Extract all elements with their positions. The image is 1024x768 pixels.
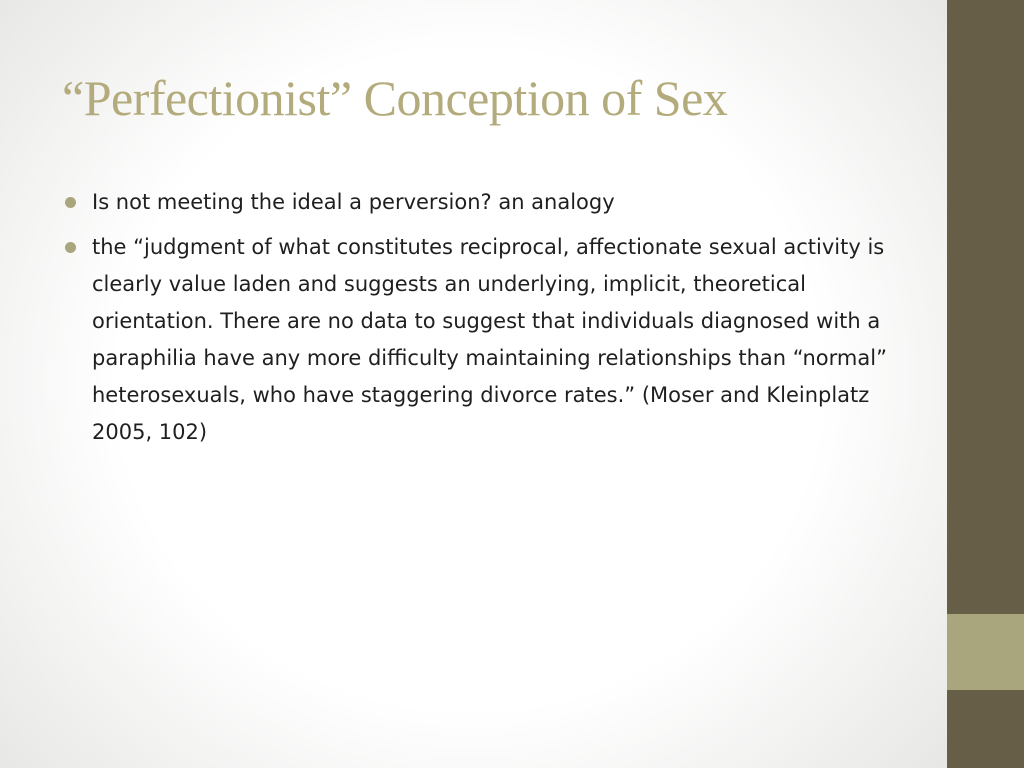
bullet-dot-icon [65, 242, 76, 253]
bullet-item [62, 184, 902, 221]
bullet-item [62, 229, 902, 451]
decorative-side-accent [947, 614, 1024, 690]
bullet-text: Is not meeting the ideal a perversion? an analogy [92, 190, 615, 214]
bullet-dot-icon [65, 197, 76, 208]
slide-title: “Perfectionist” Conception of Sex [62, 70, 728, 126]
bullet-list [62, 184, 902, 459]
bullet-text: the “judgment of what constitutes reciprocal, affectionate sexual activity is clearly value laden and suggests an underlying, implicit, theoretical orientation. There are no data to suggest that individuals diagnosed with a paraphilia have any more difficulty maintaining relationships than “normal” heterosexuals, who have staggering divorce rates.” (Moser and Kleinplatz 2005, 102) [92, 235, 887, 444]
